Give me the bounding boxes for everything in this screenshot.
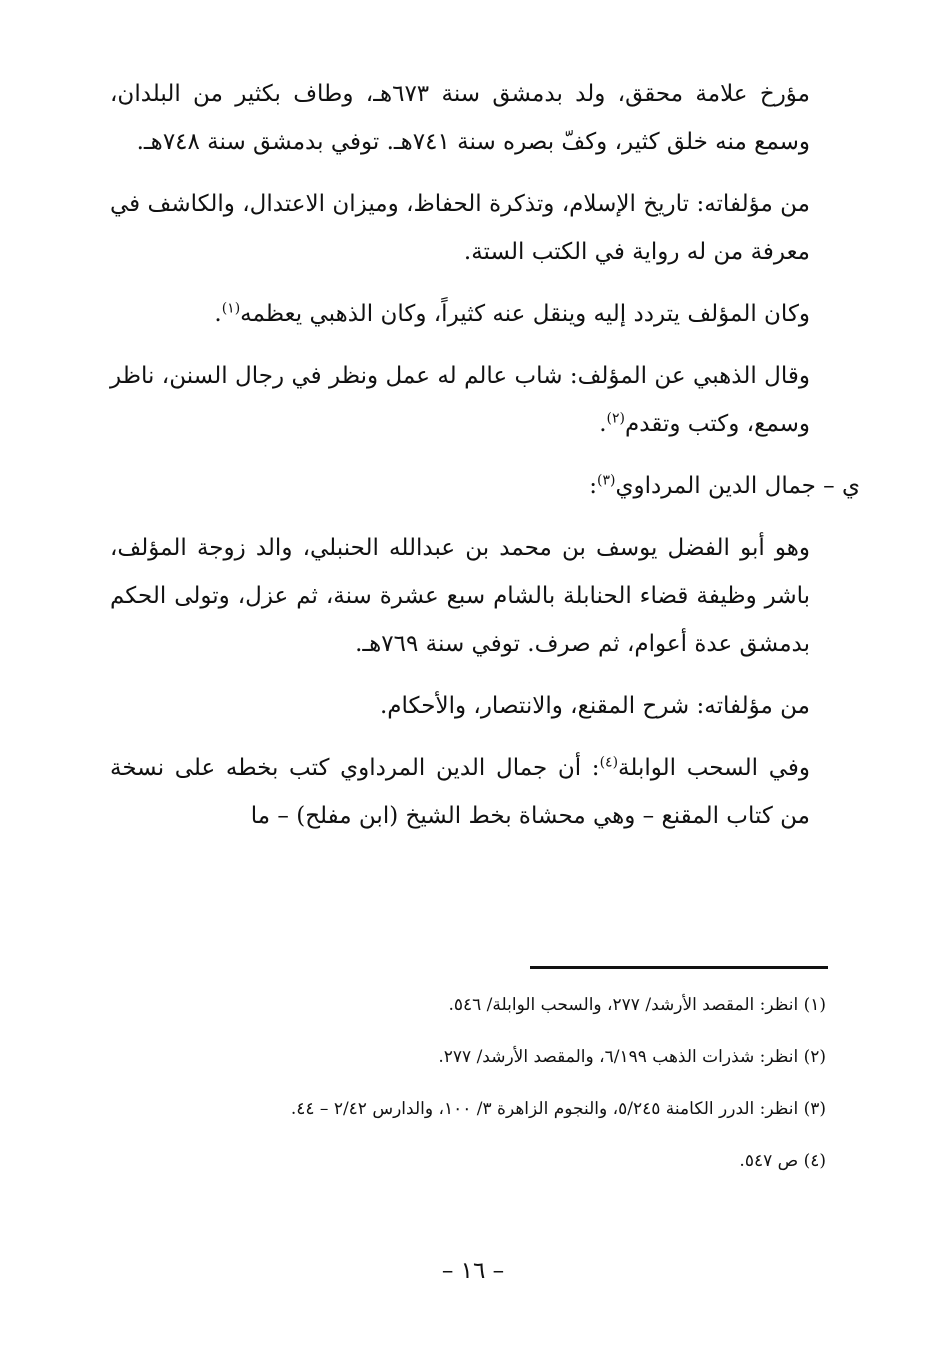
main-text xyxy=(110,70,860,854)
footnote-divider xyxy=(530,966,828,969)
paragraph-mardawi-bio: وهو أبو الفضل يوسف بن محمد بن عبدالله الحنبلي، والد زوجة المؤلف، باشر وظيفة قضاء الحنابلة بالشام سبع عشرة سنة، ثم عزل، وتولى الحكم بدمشق عدة أعوام، ثم صرف. توفي سنة ٧٦٩هـ. xyxy=(110,535,810,657)
paragraph-dhahabi-quote: وقال الذهبي عن المؤلف: شاب عالم له عمل ونظر في رجال السنن، ناظر وسمع، وكتب وتقدم$^{(٢)}$. xyxy=(110,363,810,437)
footnote-ref-3[interactable]: (٣) xyxy=(597,472,616,489)
paragraph-dhahabi-bio: مؤرخ علامة محقق، ولد بدمشق سنة ٦٧٣هـ، وطاف بكثير من البلدان، وسمع منه خلق كثير، وكفّ بصره سنة ٧٤١هـ. توفي بدمشق سنة ٧٤٨هـ. xyxy=(110,81,810,155)
footnotes xyxy=(106,992,826,1200)
paragraph-dhahabi-relation: وكان المؤلف يتردد إليه وينقل عنه كثيراً، وكان الذهبي يعظمه$^{(١)}$. xyxy=(214,300,810,327)
section-heading-mardawi: ي – جمال الدين المرداوي$^{(٣)}$: xyxy=(589,472,860,499)
paragraph-dhahabi-works: من مؤلفاته: تاريخ الإسلام، وتذكرة الحفاظ، وميزان الاعتدال، والكاشف في معرفة من له رواية في الكتب الستة. xyxy=(110,191,810,265)
footnote-ref-4[interactable]: (٤) xyxy=(599,754,619,771)
paragraph-mardawi-works: من مؤلفاته: شرح المقنع، والانتصار، والأحكام. xyxy=(380,693,810,719)
footnote-ref-1[interactable]: (١) xyxy=(221,300,241,317)
paragraph-suhub-wabila: وفي السحب الوابلة$^{(٤)}$: أن جمال الدين المرداوي كتب بخطه على نسخة من كتاب المقنع – وهي محشاة بخط الشيخ (ابن مفلح) – ما xyxy=(110,754,810,829)
footnote-1: (١) انظر: المقصد الأرشد/ ٢٧٧، والسحب الوابلة/ ٥٤٦. xyxy=(448,995,826,1015)
page-number: – ١٦ – xyxy=(441,1258,505,1284)
footnote-ref-2[interactable]: (٢) xyxy=(606,410,625,427)
footnote-3: (٣) انظر: الدرر الكامنة ٥/٢٤٥، والنجوم الزاهرة ٣/ ١٠٠، والدارس ٢/٤٢ – ٤٤. xyxy=(290,1099,826,1119)
footnote-4: (٤) ص ٥٤٧. xyxy=(739,1151,826,1171)
footnote-2: (٢) انظر: شذرات الذهب ٦/١٩٩، والمقصد الأرشد/ ٢٧٧. xyxy=(438,1047,826,1067)
